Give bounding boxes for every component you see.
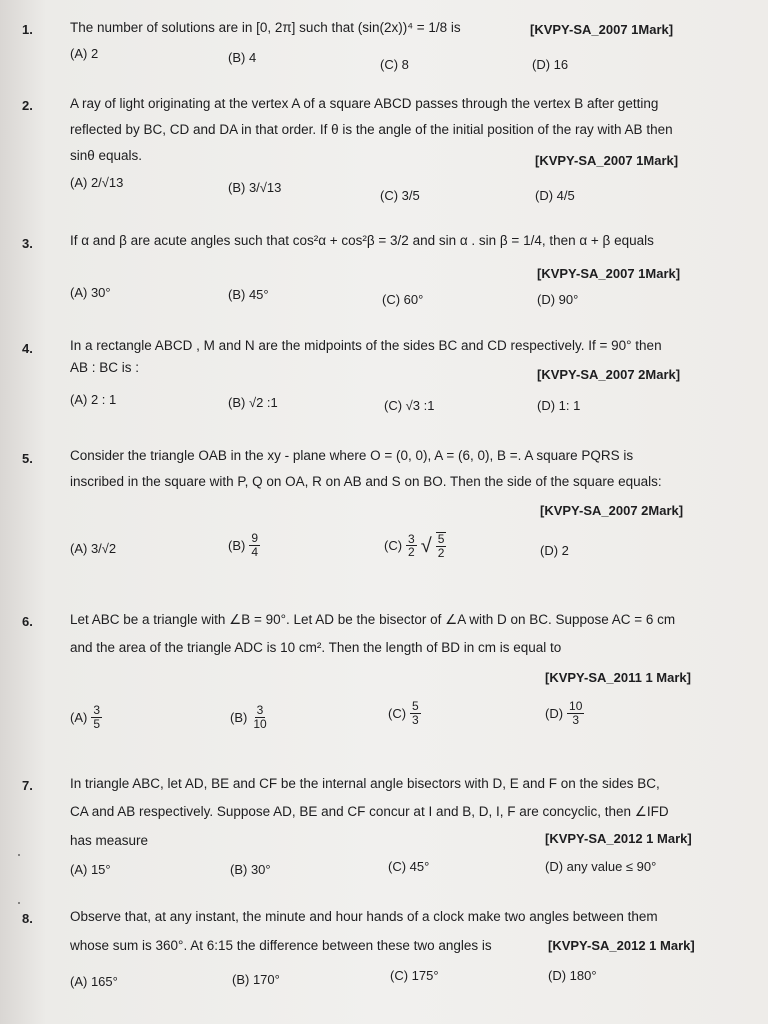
source-tag: [KVPY-SA_2012 1 Mark] xyxy=(548,938,695,953)
option-c: (C) 3/5 xyxy=(380,188,420,203)
option-a: (A) 2/√13 xyxy=(70,175,124,190)
question-number: 5. xyxy=(22,451,33,466)
numerator: 3 xyxy=(256,703,264,717)
denominator: 10 xyxy=(253,716,267,731)
numerator: 5 xyxy=(412,699,419,713)
question-text-line: If α and β are acute angles such that cos²α + cos²β = 3/2 and sin α . sin β = 1/4, then α + β equals xyxy=(70,233,654,248)
option-c: (C) 175° xyxy=(390,968,439,983)
option-a: (A) 30° xyxy=(70,285,111,300)
denominator: 4 xyxy=(251,544,259,559)
option-c: (C) 45° xyxy=(388,859,430,874)
fraction xyxy=(251,704,268,730)
fraction xyxy=(567,700,584,726)
question-text-line: and the area of the triangle ADC is 10 cm². Then the length of BD in cm is equal to xyxy=(70,640,562,655)
source-tag: [KVPY-SA_2007 2Mark] xyxy=(537,367,681,382)
denominator: 3 xyxy=(412,712,419,727)
question-text-line: has measure xyxy=(70,833,149,848)
option-c-label: (C) xyxy=(384,538,403,554)
fraction xyxy=(91,704,102,730)
source-tag: [KVPY-SA_2007 2Mark] xyxy=(540,503,684,518)
option-c xyxy=(384,532,446,559)
source-tag: [KVPY-SA_2007 1Mark] xyxy=(535,153,679,168)
denominator: 3 xyxy=(572,712,580,727)
option-c: (C) 8 xyxy=(380,57,409,72)
option-c: (C) √3 :1 xyxy=(384,398,435,413)
scan-speck xyxy=(18,902,20,904)
question-text-line: Consider the triangle OAB in the xy - plane where O = (0, 0), A = (6, 0), B =. A square PQRS is xyxy=(70,448,634,463)
option-a-label: (A) xyxy=(70,709,88,725)
option-d xyxy=(545,700,584,726)
option-b: (B) 3/√13 xyxy=(228,180,282,195)
question-text-line: A ray of light originating at the vertex A of a square ABCD passes through the vertex B after getting xyxy=(70,96,659,111)
option-b: (B) 4 xyxy=(228,50,257,65)
option-d: (D) 16 xyxy=(532,57,569,72)
question-text-line: In triangle ABC, let AD, BE and CF be the internal angle bisectors with D, E and F on the sides BC, xyxy=(70,776,660,791)
option-b-label: (B) xyxy=(230,709,248,725)
source-tag: [KVPY-SA_2011 1 Mark] xyxy=(545,670,691,685)
option-a: (A) 165° xyxy=(70,974,118,989)
option-b: (B) 45° xyxy=(228,287,269,302)
numerator: 3 xyxy=(408,531,415,546)
question-text-line: Let ABC be a triangle with ∠B = 90°. Let AD be the bisector of ∠A with D on BC. Suppose AC = 6 cm xyxy=(70,612,676,627)
option-d: (D) 1: 1 xyxy=(537,398,581,413)
question-text-line: whose sum is 360°. At 6:15 the difference between these two angles is xyxy=(70,938,492,953)
option-d: (D) 90° xyxy=(537,292,579,307)
question-number: 8. xyxy=(22,911,33,926)
fraction xyxy=(249,532,260,558)
option-c-label: (C) xyxy=(388,705,407,721)
question-text-line: Observe that, at any instant, the minute and hour hands of a clock make two angles between them xyxy=(70,909,658,924)
question-text-line: In a rectangle ABCD , M and N are the midpoints of the sides BC and CD respectively. If = 90° then xyxy=(70,338,662,353)
option-b xyxy=(228,532,260,558)
numerator: 9 xyxy=(251,531,259,545)
source-tag: [KVPY-SA_2007 1Mark] xyxy=(537,266,681,281)
question-number: 4. xyxy=(22,341,33,356)
option-b: (B) √2 :1 xyxy=(228,395,278,410)
option-d: (D) 180° xyxy=(548,968,597,983)
fraction xyxy=(406,533,417,559)
option-b-label: (B) xyxy=(228,537,246,553)
numerator: 5 xyxy=(437,532,445,546)
numerator: 10 xyxy=(569,699,583,713)
source-tag: [KVPY-SA_2007 1Mark] xyxy=(530,22,674,37)
question-text-line: reflected by BC, CD and DA in that order. If θ is the angle of the initial position of the ray with AB then xyxy=(70,122,673,137)
question-text-line: CA and AB respectively. Suppose AD, BE and CF concur at I and B, D, I, F are concyclic, then ∠IFD xyxy=(70,804,669,819)
scan-speck xyxy=(18,854,20,856)
numerator: 3 xyxy=(93,703,101,717)
question-text-line: AB : BC is : xyxy=(70,360,140,375)
option-b: (B) 30° xyxy=(230,862,271,877)
option-a xyxy=(70,704,102,730)
option-d: (D) 4/5 xyxy=(535,188,575,203)
fraction xyxy=(436,532,447,559)
source-tag: [KVPY-SA_2012 1 Mark] xyxy=(545,831,692,846)
option-b xyxy=(230,704,269,730)
option-b: (B) 170° xyxy=(232,972,280,987)
question-number: 6. xyxy=(22,614,33,629)
fraction xyxy=(410,700,421,726)
option-a: (A) 2 : 1 xyxy=(70,392,117,407)
option-d-label: (D) xyxy=(545,705,564,721)
denominator: 2 xyxy=(408,545,415,560)
option-c xyxy=(388,700,421,726)
question-number: 7. xyxy=(22,778,33,793)
option-a: (A) 2 xyxy=(70,46,99,61)
option-d: (D) 2 xyxy=(540,543,569,558)
denominator: 5 xyxy=(93,716,101,731)
sqrt-icon: √ xyxy=(420,534,432,557)
question-number: 1. xyxy=(22,22,33,37)
question-number: 3. xyxy=(22,236,33,251)
option-d: (D) any value ≤ 90° xyxy=(545,859,657,874)
option-a: (A) 3/√2 xyxy=(70,541,117,556)
question-number: 2. xyxy=(22,98,33,113)
question-text-line: sinθ equals. xyxy=(70,148,143,163)
question-text-line: The number of solutions are in [0, 2π] such that (sin(2x))⁴ = 1/8 is xyxy=(70,20,461,35)
question-text-line: inscribed in the square with P, Q on OA, R on AB and S on BO. Then the side of the square equals: xyxy=(70,474,662,489)
option-c: (C) 60° xyxy=(382,292,424,307)
denominator: 2 xyxy=(437,545,445,560)
option-a: (A) 15° xyxy=(70,862,111,877)
